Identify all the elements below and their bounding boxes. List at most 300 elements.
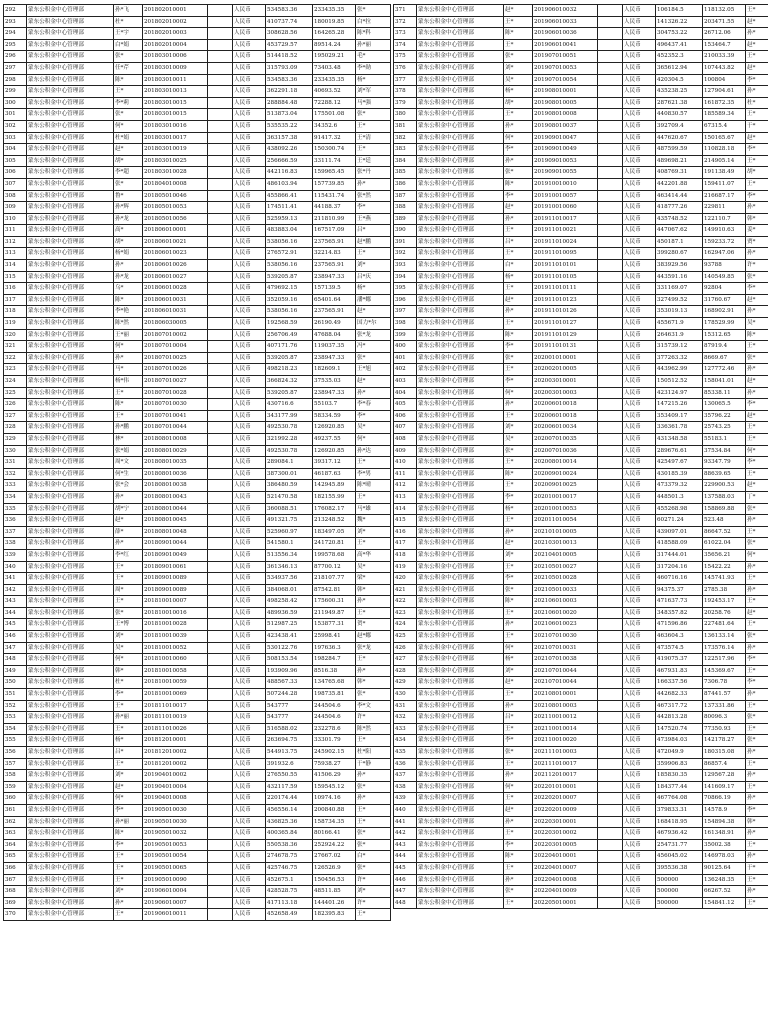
row-number-cell: 395: [394, 283, 417, 295]
org-name-cell: 蒙东公积金中心管理部: [417, 770, 504, 782]
borrower-name-cell: 赵*: [504, 5, 533, 17]
row-number-cell: 434: [394, 735, 417, 747]
borrower-name-cell: 乌*: [114, 283, 143, 295]
row-number-cell: 429: [394, 677, 417, 689]
borrower-name-cell: 孙*: [114, 260, 143, 272]
loan-contract-id-cell: 201907010053: [533, 62, 598, 74]
row-number-cell: 328: [4, 422, 27, 434]
borrower-name-cell: 吴*: [114, 642, 143, 654]
borrower-name-cell: 李*超: [114, 167, 143, 179]
loan-amount-cell: 184377.44: [656, 781, 703, 793]
row-number-cell: 360: [4, 793, 27, 805]
loan-contract-id-cell: 201910010057: [533, 190, 598, 202]
co-borrower-cell: 赵*娜: [356, 631, 391, 643]
row-number-cell: 354: [4, 723, 27, 735]
loan-amount-cell: 486103.94: [266, 178, 313, 190]
org-name-cell: 蒙东公积金中心管理部: [27, 213, 114, 225]
guarantor-cell: [208, 596, 233, 608]
currency-cell: 人民币: [623, 376, 656, 388]
currency-cell: 人民币: [623, 596, 656, 608]
org-name-cell: 蒙东公积金中心管理部: [417, 758, 504, 770]
borrower-name-cell: 孙*: [504, 619, 533, 631]
loan-contract-id-cell: 201806010026: [143, 260, 208, 272]
co-borrower-cell: 王*: [746, 781, 768, 793]
guarantor-cell: [598, 735, 623, 747]
loan-amount-cell: 455866.41: [266, 190, 313, 202]
table-row: [4, 271, 391, 283]
org-name-cell: 蒙东公积金中心管理部: [27, 526, 114, 538]
loan-balance-cell: 58334.59: [313, 410, 356, 422]
borrower-name-cell: 李*艳: [114, 306, 143, 318]
borrower-name-cell: 张*: [114, 178, 143, 190]
guarantor-cell: [598, 538, 623, 550]
row-number-cell: 330: [4, 445, 27, 457]
org-name-cell: 蒙东公积金中心管理部: [417, 260, 504, 272]
row-number-cell: 356: [4, 747, 27, 759]
currency-cell: 人民币: [623, 491, 656, 503]
loan-contract-id-cell: 201906010007: [143, 897, 208, 909]
guarantor-cell: [598, 712, 623, 724]
currency-cell: 人民币: [623, 433, 656, 445]
row-number-cell: 366: [4, 862, 27, 874]
loan-amount-cell: 428528.75: [266, 886, 313, 898]
row-number-cell: 364: [4, 839, 27, 851]
table-row: [4, 723, 391, 735]
table-row: [4, 909, 391, 921]
loan-contract-id-cell: 201908010008: [533, 109, 598, 121]
currency-cell: 人民币: [233, 700, 266, 712]
borrower-name-cell: 赵*: [114, 781, 143, 793]
guarantor-cell: [208, 862, 233, 874]
loan-amount-cell: 431348.58: [656, 433, 703, 445]
co-borrower-cell: 孙*: [746, 828, 768, 840]
guarantor-cell: [598, 51, 623, 63]
borrower-name-cell: 陈*: [114, 828, 143, 840]
loan-amount-cell: 386480.59: [266, 480, 313, 492]
guarantor-cell: [598, 190, 623, 202]
table-row: [394, 109, 768, 121]
org-name-cell: 蒙东公积金中心管理部: [27, 5, 114, 17]
row-number-cell: 363: [4, 828, 27, 840]
currency-cell: 人民币: [623, 503, 656, 515]
loan-contract-id-cell: 201803010013: [143, 86, 208, 98]
loan-amount-cell: 387300.01: [266, 468, 313, 480]
co-borrower-cell: 李*勋: [356, 62, 391, 74]
borrower-name-cell: 王*: [114, 596, 143, 608]
guarantor-cell: [598, 619, 623, 631]
guarantor-cell: [598, 422, 623, 434]
co-borrower-cell: 张*: [746, 538, 768, 550]
row-number-cell: 427: [394, 654, 417, 666]
loan-contract-id-cell: 201803010009: [143, 62, 208, 74]
currency-cell: 人民币: [623, 538, 656, 550]
row-number-cell: 359: [4, 781, 27, 793]
guarantor-cell: [208, 735, 233, 747]
guarantor-cell: [208, 619, 233, 631]
co-borrower-cell: 张*: [746, 503, 768, 515]
loan-contract-id-cell: 201803010016: [143, 120, 208, 132]
org-name-cell: 蒙东公积金中心管理部: [27, 468, 114, 480]
borrower-name-cell: 王*: [114, 862, 143, 874]
loan-balance-cell: 41506.29: [313, 770, 356, 782]
table-row: [4, 74, 391, 86]
loan-amount-cell: 471596.86: [656, 619, 703, 631]
loan-amount-cell: 276550.55: [266, 770, 313, 782]
table-row: [4, 329, 391, 341]
guarantor-cell: [208, 225, 233, 237]
loan-balance-cell: 244504.6: [313, 700, 356, 712]
row-number-cell: 348: [4, 654, 27, 666]
loan-amount-cell: 430716.6: [266, 399, 313, 411]
loan-balance-cell: 37535.03: [313, 376, 356, 388]
table-row: [394, 16, 768, 28]
org-name-cell: 蒙东公积金中心管理部: [27, 700, 114, 712]
org-name-cell: 蒙东公积金中心管理部: [27, 828, 114, 840]
loan-contract-id-cell: 202105010033: [533, 584, 598, 596]
guarantor-cell: [208, 897, 233, 909]
currency-cell: 人民币: [233, 225, 266, 237]
co-borrower-cell: 张*: [356, 839, 391, 851]
loan-balance-cell: 185589.34: [703, 109, 746, 121]
loan-balance-cell: 178529.99: [703, 318, 746, 330]
loan-amount-cell: 363157.38: [266, 132, 313, 144]
loan-amount-cell: 534937.56: [266, 573, 313, 585]
co-borrower-cell: 赵*: [746, 39, 768, 51]
table-row: [4, 178, 391, 190]
table-row: [4, 897, 391, 909]
loan-contract-id-cell: 201808010048: [143, 526, 208, 538]
currency-cell: 人民币: [233, 236, 266, 248]
table-row: [4, 306, 391, 318]
table-row: [394, 236, 768, 248]
org-name-cell: 蒙东公积金中心管理部: [417, 318, 504, 330]
org-name-cell: 蒙东公积金中心管理部: [417, 781, 504, 793]
currency-cell: 人民币: [233, 747, 266, 759]
borrower-name-cell: 白*娟: [114, 39, 143, 51]
org-name-cell: 蒙东公积金中心管理部: [417, 700, 504, 712]
loan-amount-cell: 473379.32: [656, 480, 703, 492]
co-borrower-cell: 毛*: [356, 51, 391, 63]
loan-balance-cell: 119037.35: [313, 341, 356, 353]
guarantor-cell: [598, 283, 623, 295]
co-borrower-cell: 孙*: [746, 642, 768, 654]
table-row: [394, 573, 768, 585]
guarantor-cell: [208, 410, 233, 422]
loan-balance-cell: 91417.32: [313, 132, 356, 144]
borrower-name-cell: 周*: [114, 584, 143, 596]
row-number-cell: 420: [394, 573, 417, 585]
org-name-cell: 蒙东公积金中心管理部: [27, 86, 114, 98]
currency-cell: 人民币: [623, 167, 656, 179]
borrower-name-cell: 韩*: [114, 665, 143, 677]
table-row: [394, 352, 768, 364]
loan-contract-id-cell: 201806010001: [143, 225, 208, 237]
guarantor-cell: [598, 399, 623, 411]
guarantor-cell: [208, 39, 233, 51]
loan-contract-id-cell: 202111010017: [533, 758, 598, 770]
loan-balance-cell: 130065.5: [703, 399, 746, 411]
loan-balance-cell: 245902.15: [313, 747, 356, 759]
org-name-cell: 蒙东公积金中心管理部: [417, 190, 504, 202]
row-number-cell: 297: [4, 62, 27, 74]
loan-balance-cell: 87542.81: [313, 584, 356, 596]
loan-amount-cell: 455268.98: [656, 503, 703, 515]
org-name-cell: 蒙东公积金中心管理部: [27, 747, 114, 759]
row-number-cell: 335: [4, 503, 27, 515]
guarantor-cell: [598, 747, 623, 759]
loan-table-left: [3, 4, 391, 921]
loan-balance-cell: 32214.83: [313, 248, 356, 260]
borrower-name-cell: 李*红: [114, 549, 143, 561]
co-borrower-cell: 韩*: [356, 677, 391, 689]
org-name-cell: 蒙东公积金中心管理部: [27, 422, 114, 434]
loan-amount-cell: 256706.49: [266, 329, 313, 341]
loan-amount-cell: 539205.87: [266, 387, 313, 399]
guarantor-cell: [208, 155, 233, 167]
row-number-cell: 293: [4, 16, 27, 28]
loan-contract-id-cell: 201909010055: [533, 167, 598, 179]
org-name-cell: 蒙东公积金中心管理部: [27, 97, 114, 109]
co-borrower-cell: 马*强: [356, 97, 391, 109]
guarantor-cell: [208, 167, 233, 179]
loan-amount-cell: 365612.94: [656, 62, 703, 74]
loan-balance-cell: 31760.67: [703, 294, 746, 306]
currency-cell: 人民币: [233, 283, 266, 295]
currency-cell: 人民币: [623, 607, 656, 619]
loan-amount-cell: 500000: [656, 897, 703, 909]
borrower-name-cell: 张*: [114, 109, 143, 121]
currency-cell: 人民币: [623, 816, 656, 828]
table-row: [4, 144, 391, 156]
loan-amount-cell: 447067.62: [656, 225, 703, 237]
co-borrower-cell: 张*: [746, 735, 768, 747]
co-borrower-cell: 杨*: [356, 283, 391, 295]
loan-amount-cell: 452352.3: [656, 51, 703, 63]
table-row: [4, 712, 391, 724]
table-row: [394, 712, 768, 724]
table-row: [4, 770, 391, 782]
loan-amount-cell: 512987.25: [266, 619, 313, 631]
row-number-cell: 386: [394, 178, 417, 190]
co-borrower-cell: 张*: [356, 5, 391, 17]
loan-balance-cell: 55103.7: [313, 399, 356, 411]
guarantor-cell: [208, 561, 233, 573]
loan-amount-cell: 147215.26: [656, 399, 703, 411]
org-name-cell: 蒙东公积金中心管理部: [27, 283, 114, 295]
co-borrower-cell: 孙*: [746, 364, 768, 376]
row-number-cell: 310: [4, 213, 27, 225]
co-borrower-cell: 何*: [746, 549, 768, 561]
loan-contract-id-cell: 201905010065: [143, 862, 208, 874]
co-borrower-cell: 李*: [746, 804, 768, 816]
table-row: [4, 352, 391, 364]
org-name-cell: 蒙东公积金中心管理部: [417, 109, 504, 121]
org-name-cell: 蒙东公积金中心管理部: [417, 213, 504, 225]
co-borrower-cell: 王*: [746, 874, 768, 886]
loan-amount-cell: 317204.16: [656, 561, 703, 573]
co-borrower-cell: 张*: [356, 109, 391, 121]
co-borrower-cell: 王*: [356, 654, 391, 666]
table-row: [394, 851, 768, 863]
loan-balance-cell: 70866.19: [703, 793, 746, 805]
table-row: [394, 770, 768, 782]
borrower-name-cell: 孙*丽: [114, 816, 143, 828]
row-number-cell: 374: [394, 39, 417, 51]
org-name-cell: 蒙东公积金中心管理部: [27, 433, 114, 445]
currency-cell: 人民币: [233, 306, 266, 318]
row-number-cell: 403: [394, 376, 417, 388]
loan-contract-id-cell: 202106010020: [533, 607, 598, 619]
loan-balance-cell: 33111.74: [313, 155, 356, 167]
currency-cell: 人民币: [623, 190, 656, 202]
guarantor-cell: [208, 723, 233, 735]
co-borrower-cell: 王*旭: [356, 364, 391, 376]
currency-cell: 人民币: [623, 120, 656, 132]
org-name-cell: 蒙东公积金中心管理部: [417, 62, 504, 74]
loan-balance-cell: 27667.02: [313, 851, 356, 863]
loan-contract-id-cell: 201812010001: [143, 735, 208, 747]
org-name-cell: 蒙东公积金中心管理部: [27, 561, 114, 573]
guarantor-cell: [208, 120, 233, 132]
row-number-cell: 352: [4, 700, 27, 712]
loan-balance-cell: 8669.67: [703, 352, 746, 364]
borrower-name-cell: 李*: [504, 839, 533, 851]
loan-contract-id-cell: 201904010002: [143, 770, 208, 782]
co-borrower-cell: 王*: [746, 665, 768, 677]
borrower-name-cell: 赵*: [114, 515, 143, 527]
guarantor-cell: [208, 886, 233, 898]
borrower-name-cell: 王*: [504, 109, 533, 121]
org-name-cell: 蒙东公积金中心管理部: [417, 457, 504, 469]
org-name-cell: 蒙东公积金中心管理部: [27, 16, 114, 28]
currency-cell: 人民币: [623, 51, 656, 63]
guarantor-cell: [208, 804, 233, 816]
org-name-cell: 蒙东公积金中心管理部: [27, 886, 114, 898]
borrower-name-cell: 王*: [504, 515, 533, 527]
guarantor-cell: [208, 422, 233, 434]
guarantor-cell: [598, 897, 623, 909]
row-number-cell: 378: [394, 86, 417, 98]
loan-amount-cell: 321992.28: [266, 433, 313, 445]
loan-balance-cell: 183497.05: [313, 526, 356, 538]
loan-amount-cell: 60271.24: [656, 515, 703, 527]
loan-balance-cell: 153877.31: [313, 619, 356, 631]
loan-contract-id-cell: 201908010037: [533, 120, 598, 132]
co-borrower-cell: 吴*: [356, 561, 391, 573]
table-row: [394, 144, 768, 156]
co-borrower-cell: 孙*: [746, 793, 768, 805]
guarantor-cell: [598, 515, 623, 527]
guarantor-cell: [208, 376, 233, 388]
loan-balance-cell: 150165.67: [703, 132, 746, 144]
loan-balance-cell: 33301.79: [313, 735, 356, 747]
table-row: [394, 491, 768, 503]
org-name-cell: 蒙东公积金中心管理部: [27, 781, 114, 793]
row-number-cell: 358: [4, 770, 27, 782]
row-number-cell: 314: [4, 260, 27, 272]
co-borrower-cell: 李*: [746, 190, 768, 202]
table-row: [4, 561, 391, 573]
co-borrower-cell: 孙*: [746, 851, 768, 863]
borrower-name-cell: 杜*娟: [114, 132, 143, 144]
co-borrower-cell: 赵*: [356, 306, 391, 318]
row-number-cell: 362: [4, 816, 27, 828]
org-name-cell: 蒙东公积金中心管理部: [27, 631, 114, 643]
table-row: [4, 132, 391, 144]
borrower-name-cell: 吴*: [504, 433, 533, 445]
loan-balance-cell: 87700.12: [313, 561, 356, 573]
table-row: [4, 167, 391, 179]
currency-cell: 人民币: [623, 886, 656, 898]
co-borrower-cell: 许*: [356, 712, 391, 724]
guarantor-cell: [208, 712, 233, 724]
table-row: [394, 5, 768, 17]
table-row: [4, 549, 391, 561]
row-number-cell: 299: [4, 86, 27, 98]
co-borrower-cell: 孙*: [746, 202, 768, 214]
borrower-name-cell: 吕*: [114, 747, 143, 759]
row-number-cell: 383: [394, 144, 417, 156]
org-name-cell: 蒙东公积金中心管理部: [417, 74, 504, 86]
loan-amount-cell: 432117.59: [266, 781, 313, 793]
borrower-name-cell: 杨*: [504, 271, 533, 283]
guarantor-cell: [598, 364, 623, 376]
row-number-cell: 407: [394, 422, 417, 434]
loan-contract-id-cell: 201806010031: [143, 306, 208, 318]
org-name-cell: 蒙东公积金中心管理部: [417, 584, 504, 596]
loan-amount-cell: 141326.22: [656, 16, 703, 28]
org-name-cell: 蒙东公积金中心管理部: [417, 364, 504, 376]
loan-balance-cell: 199578.68: [313, 549, 356, 561]
loan-contract-id-cell: 202001010001: [533, 352, 598, 364]
loan-balance-cell: 523.48: [703, 515, 746, 527]
guarantor-cell: [208, 549, 233, 561]
loan-amount-cell: 538056.16: [266, 306, 313, 318]
loan-amount-cell: 483883.04: [266, 225, 313, 237]
guarantor-cell: [208, 144, 233, 156]
loan-amount-cell: 317444.01: [656, 549, 703, 561]
loan-contract-id-cell: 201808010036: [143, 468, 208, 480]
currency-cell: 人民币: [233, 376, 266, 388]
co-borrower-cell: 刘*: [356, 526, 391, 538]
loan-amount-cell: 507244.28: [266, 689, 313, 701]
loan-balance-cell: 127904.61: [703, 86, 746, 98]
loan-contract-id-cell: 201906010033: [533, 16, 598, 28]
loan-contract-id-cell: 201808010038: [143, 480, 208, 492]
row-number-cell: 312: [4, 236, 27, 248]
borrower-name-cell: 胡*: [114, 236, 143, 248]
currency-cell: 人民币: [233, 770, 266, 782]
guarantor-cell: [208, 399, 233, 411]
currency-cell: 人民币: [623, 584, 656, 596]
co-borrower-cell: 王*: [746, 109, 768, 121]
loan-balance-cell: 173576.14: [703, 642, 746, 654]
row-number-cell: 425: [394, 631, 417, 643]
guarantor-cell: [208, 352, 233, 364]
org-name-cell: 蒙东公积金中心管理部: [417, 283, 504, 295]
currency-cell: 人民币: [233, 723, 266, 735]
table-row: [394, 804, 768, 816]
loan-balance-cell: 197636.3: [313, 642, 356, 654]
guarantor-cell: [208, 515, 233, 527]
co-borrower-cell: 张*: [746, 271, 768, 283]
borrower-name-cell: 孙*龙: [114, 271, 143, 283]
guarantor-cell: [598, 468, 623, 480]
loan-contract-id-cell: 202107010038: [533, 654, 598, 666]
table-row: [4, 584, 391, 596]
borrower-name-cell: 孙*: [114, 352, 143, 364]
currency-cell: 人民币: [623, 828, 656, 840]
